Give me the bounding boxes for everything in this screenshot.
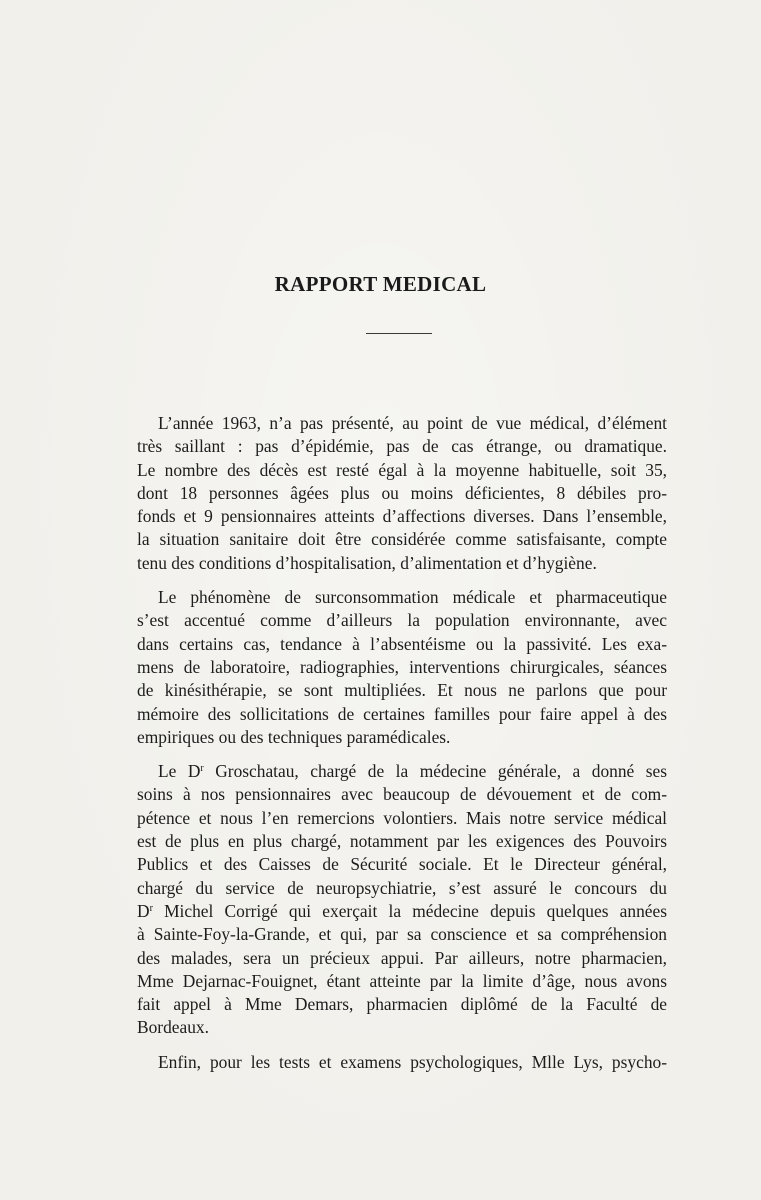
paragraph-3 (137, 760, 667, 1040)
text-line: mens de laboratoire, radiographies, interventions chirurgicales, séances (137, 656, 667, 677)
text-segment: Michel Corrigé qui exerçait la médecine depuis quelques années (152, 900, 667, 921)
text-line: fait appel à Mme Demars, pharmacien diplômé de la Faculté de (137, 994, 667, 1015)
text-line: très saillant : pas d’épidémie, pas de cas étrange, ou dramatique. (137, 436, 667, 457)
paragraph-4 (137, 1051, 667, 1074)
text-line: empiriques ou des techniques paramédicales. (137, 726, 451, 747)
text-line: dans certains cas, tendance à l’absentéisme ou la passivité. Les exa- (137, 633, 667, 654)
text-line (137, 760, 667, 783)
text-line: Enfin, pour les tests et examens psychologiques, Mlle Lys, psycho- (158, 1051, 667, 1072)
text-line: soins à nos pensionnaires avec beaucoup de dévouement et de com- (137, 784, 667, 805)
title-divider (366, 333, 432, 334)
text-line: dont 18 personnes âgées plus ou moins déficientes, 8 débiles pro- (137, 482, 667, 503)
paragraph-1 (137, 412, 667, 575)
text-line: est de plus en plus chargé, notamment par les exigences des Pouvoirs (137, 831, 667, 852)
text-line: s’est accentué comme d’ailleurs la population environnante, avec (137, 610, 667, 631)
text-line: de kinésithérapie, se sont multipliées. Et nous ne parlons que pour (137, 680, 667, 701)
text-line: des malades, sera un précieux appui. Par ailleurs, notre pharmacien, (137, 947, 667, 968)
text-segment: Groschatau, chargé de la médecine générale, a donné ses (203, 761, 667, 782)
text-line: la situation sanitaire doit être considérée comme satisfaisante, compte (137, 529, 667, 550)
text-line: mémoire des sollicitations de certaines familles pour faire appel à des (137, 703, 667, 724)
text-line: L’année 1963, n’a pas présenté, au point de vue médical, d’élément (158, 413, 667, 433)
superscript: r (200, 763, 204, 775)
text-line: Bordeaux. (137, 1017, 209, 1038)
text-line (137, 900, 667, 923)
text-line: tenu des conditions d’hospitalisation, d’alimentation et d’hygiène. (137, 552, 597, 573)
page-title: RAPPORT MEDICAL (274, 272, 487, 296)
text-line: chargé du service de neuropsychiatrie, s’est assuré le concours du (137, 877, 667, 898)
text-line: Publics et des Caisses de Sécurité sociale. Et le Directeur général, (137, 854, 667, 875)
text-line: fonds et 9 pensionnaires atteints d’affections diverses. Dans l’ensemble, (137, 506, 667, 527)
text-line: pétence et nous l’en remercions volontiers. Mais notre service médical (137, 807, 667, 828)
text-line: Le nombre des décès est resté égal à la moyenne habituelle, soit 35, (137, 459, 667, 480)
text-line: à Sainte-Foy-la-Grande, et qui, par sa conscience et sa compréhension (137, 924, 667, 945)
paragraph-2 (137, 586, 667, 749)
superscript: r (149, 902, 153, 914)
text-line: Le phénomène de surconsommation médicale et pharmaceutique (158, 587, 667, 608)
document-body (137, 412, 667, 1074)
text-segment: Le D (158, 761, 201, 782)
text-segment: D (137, 900, 150, 921)
text-line: Mme Dejarnac-Fouignet, étant atteinte par la limite d’âge, nous avons (137, 970, 667, 991)
